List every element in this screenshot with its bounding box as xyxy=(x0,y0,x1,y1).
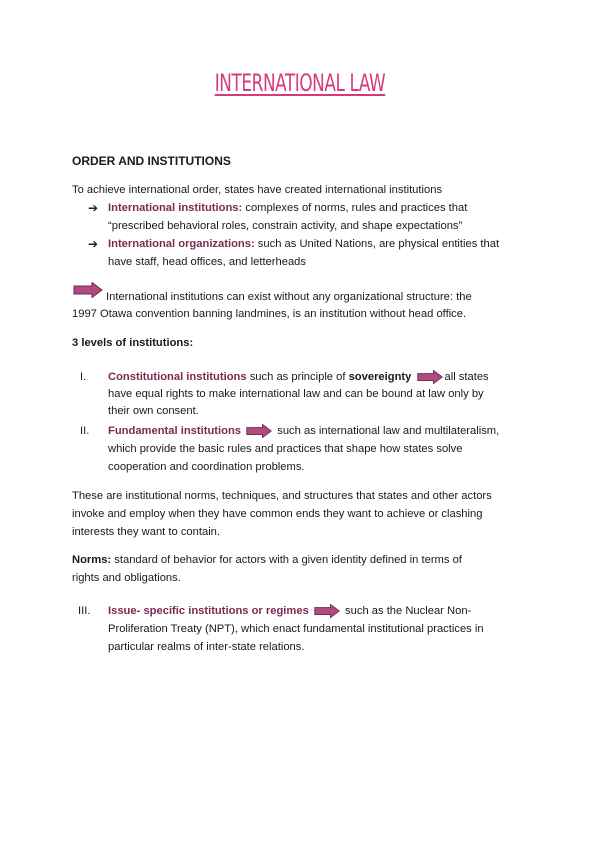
list-numeral: I. xyxy=(80,371,87,383)
arrow-right-icon: ➔ xyxy=(88,237,99,251)
block-arrow-icon xyxy=(415,370,445,384)
bullet-text-cont: have staff, head offices, and letterheads xyxy=(108,256,306,268)
norms-text-cont: rights and obligations. xyxy=(72,572,181,584)
bullet-term: International organizations: xyxy=(108,238,255,250)
level-item xyxy=(108,368,548,386)
level-term: Constitutional institutions xyxy=(108,371,247,383)
level-term: Fundamental institutions xyxy=(108,425,242,437)
level-text: such as international law and multilateralism, xyxy=(277,425,500,437)
level-item xyxy=(108,422,548,440)
list-numeral: II. xyxy=(80,425,90,437)
block-arrow-icon xyxy=(244,424,274,438)
bullet-text: such as United Nations, are physical entities that xyxy=(254,238,500,250)
block-arrow-icon xyxy=(73,282,103,298)
intro-text: To achieve international order, states have created international institutions xyxy=(72,184,443,196)
level-text-cont: have equal rights to make international law and can be bound at law only by xyxy=(108,388,484,400)
norms-definition xyxy=(72,551,542,569)
bullet-text-cont: “prescribed behavioral roles, constrain activity, and shape expectations” xyxy=(108,220,463,232)
bullet-term: International institutions: xyxy=(108,202,243,214)
bullet-item xyxy=(108,199,538,217)
paragraph-text: These are institutional norms, techniques, and structures that states and other actors xyxy=(72,490,492,502)
level-text-cont: which provide the basic rules and practices that shape how states solve xyxy=(108,443,463,455)
norms-text: standard of behavior for actors with a given identity defined in terms of xyxy=(111,554,462,566)
level-text-cont: particular realms of inter-state relations. xyxy=(108,641,305,653)
note-text: International institutions can exist without any organizational structure: the xyxy=(106,291,472,303)
level-text-cont: cooperation and coordination problems. xyxy=(108,461,305,473)
section-heading: ORDER AND INSTITUTIONS xyxy=(72,154,231,168)
norms-term: Norms: xyxy=(72,554,112,566)
bullet-text: complexes of norms, rules and practices that xyxy=(242,202,468,214)
block-arrow-icon xyxy=(312,604,342,618)
bullet-item xyxy=(108,235,538,253)
level-text-cont: Proliferation Treaty (NPT), which enact fundamental institutional practices in xyxy=(108,623,484,635)
list-numeral: III. xyxy=(78,605,91,617)
note-text-cont: 1997 Otawa convention banning landmines, is an institution without head office. xyxy=(72,308,467,320)
level-text: all states xyxy=(444,371,489,383)
paragraph-text: invoke and employ when they have common ends they want to achieve or clashing xyxy=(72,508,483,520)
level-text: such as the Nuclear Non- xyxy=(345,605,472,617)
level-text: such as principle of xyxy=(246,371,349,383)
level-text-cont: their own consent. xyxy=(108,405,199,417)
paragraph-text: interests they want to contain. xyxy=(72,526,221,538)
page-title: INTERNATIONAL LAW xyxy=(214,69,386,97)
arrow-right-icon: ➔ xyxy=(88,201,99,215)
levels-heading: 3 levels of institutions: xyxy=(72,337,194,349)
level-term: Issue- specific institutions or regimes xyxy=(108,605,309,617)
level-bold-term: sovereignty xyxy=(348,371,412,383)
level-item xyxy=(108,602,548,620)
